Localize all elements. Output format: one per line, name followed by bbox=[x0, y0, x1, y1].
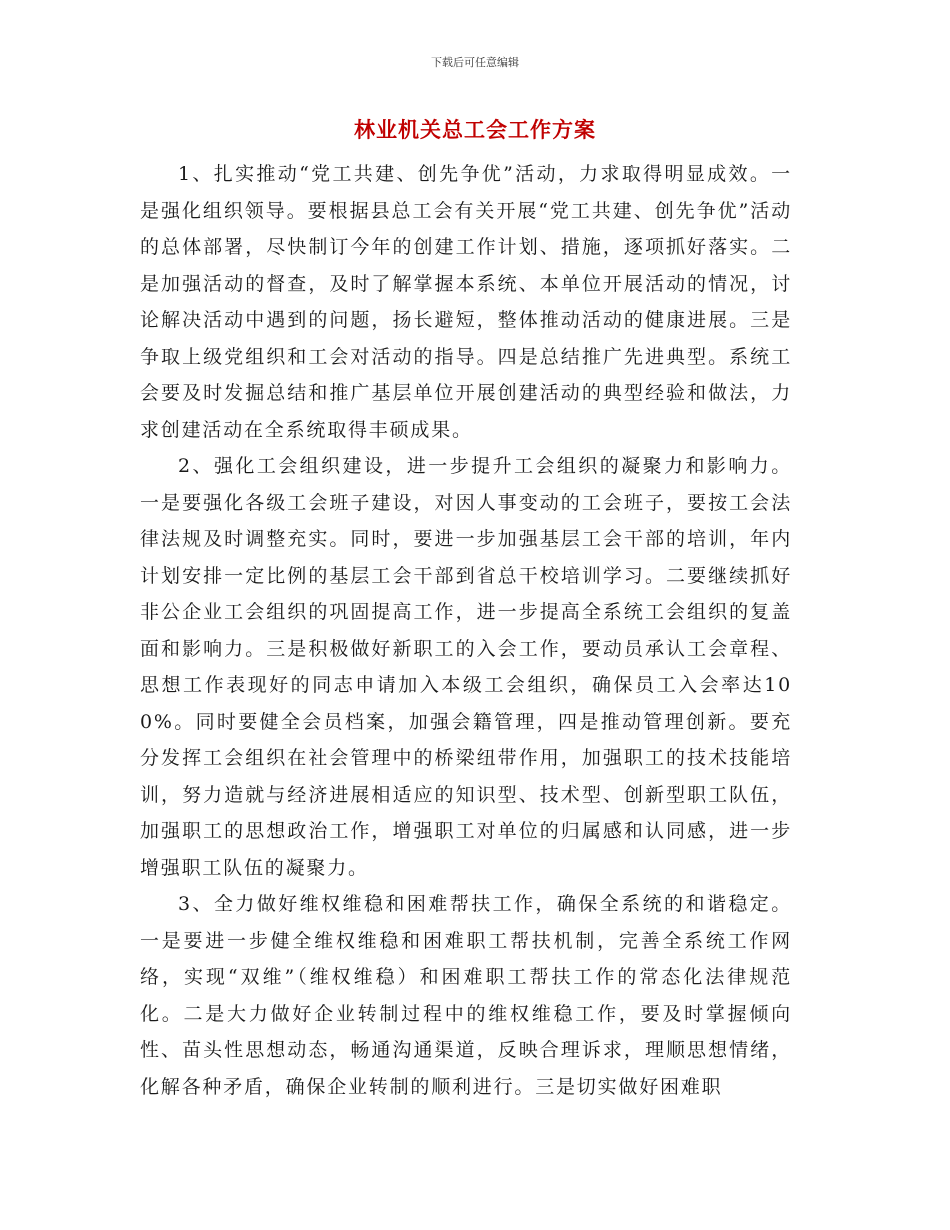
document-title: 林业机关总工会工作方案 bbox=[354, 118, 596, 142]
paragraph-2: 2、强化工会组织建设，进一步提升工会组织的凝聚力和影响力。一是要强化各级工会班子建设，对因人事变动的工会班子，要按工会法律法规及时调整充实。同时，要进一步加强基层工会干部的培训，年内计划安排一定比例的基层工会干部到省总干校培训学习。二要继续抓好非公企业工会组织的巩固提高工作，进一步提高全系统工会组织的复盖面和影响力。三是积极做好新职工的入会工作，要动员承认工会章程、思想工作表现好的同志申请加入本级工会组织，确保员工入会率达100%。同时要健全会员档案，加强会籍管理，四是推动管理创新。要充分发挥工会组织在社会管理中的桥梁纽带作用，加强职工的技术技能培训，努力造就与经济进展相适应的知识型、技术型、创新型职工队伍，加强职工的思想政治工作，增强职工对单位的归属感和认同感，进一步增强职工队伍的凝聚力。 bbox=[140, 455, 792, 879]
document-body bbox=[140, 156, 792, 1105]
paragraph-1: 1、扎实推动“党工共建、创先争优”活动，力求取得明显成效。一是强化组织领导。要根据县总工会有关开展“党工共建、创先争优”活动的总体部署，尽快制订今年的创建工作计划、措施，逐项抓好落实。二是加强活动的督查，及时了解掌握本系统、本单位开展活动的情况，讨论解决活动中遇到的问题，扬长避短，整体推动活动的健康进展。三是争取上级党组织和工会对活动的指导。四是总结推广先进典型。系统工会要及时发掘总结和推广基层单位开展创建活动的典型经验和做法，力求创建活动在全系统取得丰硕成果。 bbox=[140, 163, 792, 441]
paragraph-3: 3、全力做好维权维稳和困难帮扶工作，确保全系统的和谐稳定。一是要进一步健全维权维稳和困难职工帮扶机制，完善全系统工作网络，实现“双维”（维权维稳）和困难职工帮扶工作的常态化法律规范化。二是大力做好企业转制过程中的维权维稳工作，要及时掌握倾向性、苗头性思想动态，畅通沟通渠道，反映合理诉求，理顺思想情绪，化解各种矛盾，确保企业转制的顺利进行。三是切实做好困难职 bbox=[140, 893, 792, 1098]
header-note: 下载后可任意编辑 bbox=[431, 56, 519, 69]
